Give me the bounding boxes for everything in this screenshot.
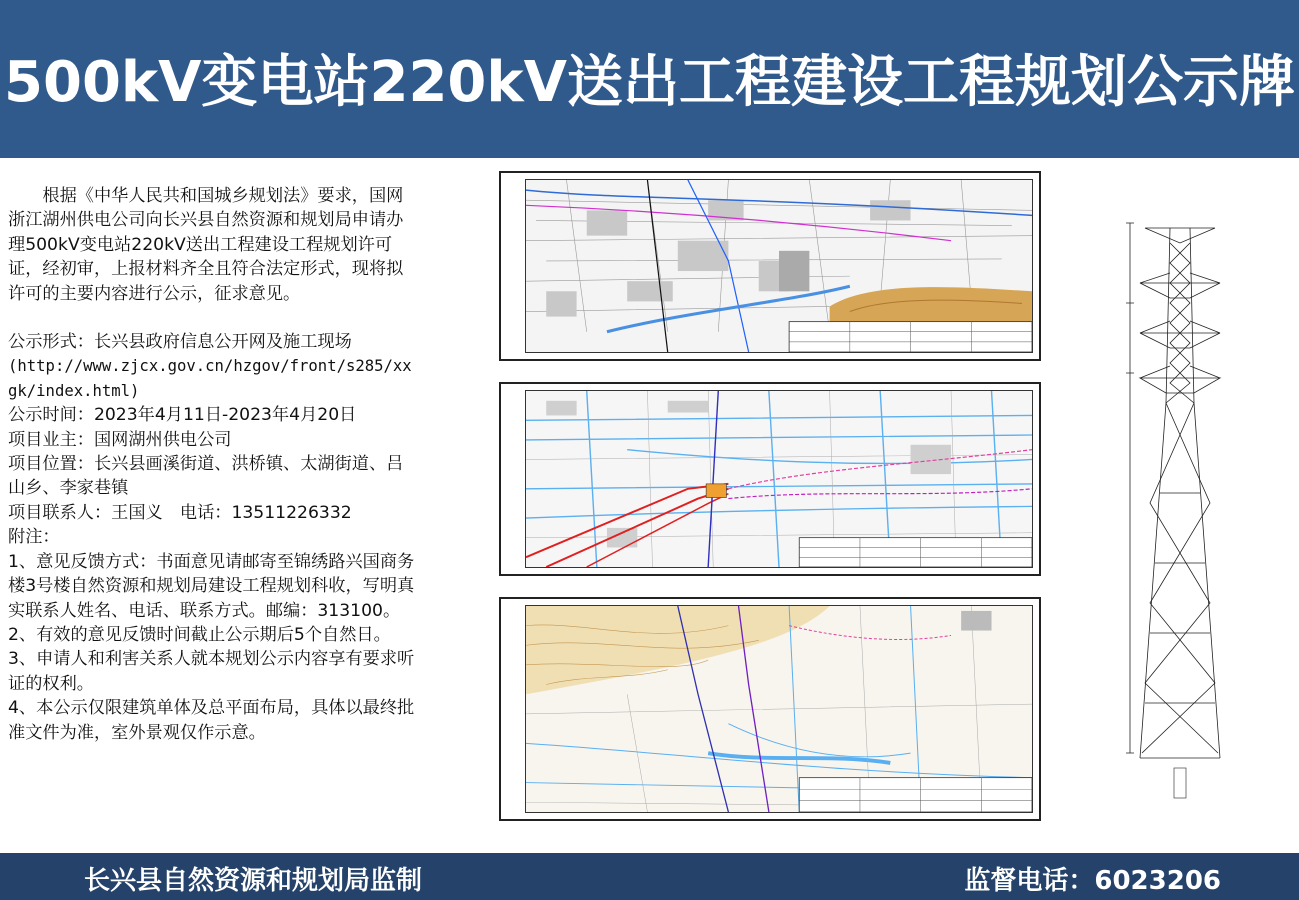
route-map-3 (499, 597, 1041, 821)
header-banner (0, 0, 1299, 158)
footer-authority: 长兴县自然资源和规划局监制 (84, 866, 423, 896)
map-drawing-3 (526, 606, 1032, 812)
note-2: 2、有效的意见反馈时间截止公示期后5个自然日。 (8, 624, 391, 645)
map-image-3 (525, 605, 1033, 813)
notice-period: 公示时间：2023年4月11日-2023年4月20日 (8, 405, 357, 426)
route-map-2 (499, 382, 1041, 576)
tower-diagram (1100, 203, 1260, 803)
page-title: 500kV变电站220kV送出工程建设工程规划公示牌 (4, 50, 1295, 115)
map-drawing-2 (526, 391, 1032, 567)
route-map-1 (499, 171, 1041, 361)
tower-drawing (1100, 203, 1260, 803)
note-4: 4、本公示仅限建筑单体及总平面布局，具体以最终批准文件为准，室外景观仅作示意。 (8, 698, 415, 743)
map-image-2 (525, 390, 1033, 568)
notice-location: 项目位置：长兴县画溪街道、洪桥镇、太湖街道、吕山乡、李家巷镇 (8, 454, 404, 499)
notes-label: 附注： (8, 527, 60, 548)
notice-form: 公示形式：长兴县政府信息公开网及施工现场 (8, 332, 352, 353)
notice-url[interactable]: (http://www.zjcx.gov.cn/hzgov/front/s285/xxgk/index.html) (8, 357, 412, 400)
map-image-1 (525, 179, 1033, 353)
footer-bar (0, 853, 1299, 900)
map-drawing-1 (526, 180, 1032, 352)
note-1: 1、意见反馈方式：书面意见请邮寄至锦绣路兴国商务楼3号楼自然资源和规划局建设工程规划科收，写明真实联系人姓名、电话、联系方式。邮编：313100。 (8, 551, 415, 621)
notice-intro: 根据《中华人民共和国城乡规划法》要求，国网浙江湖州供电公司向长兴县自然资源和规划局申请办理500kV变电站220kV送出工程建设工程规划许可证，经初审，上报材料齐全且符合法定形式，现将拟许可的主要内容进行公示，征求意见。 (8, 186, 404, 304)
notice-contact: 项目联系人：王国义 电话：13511226332 (8, 502, 352, 523)
note-3: 3、申请人和利害关系人就本规划公示内容享有要求听证的权利。 (8, 649, 415, 694)
notice-owner: 项目业主：国网湖州供电公司 (8, 429, 232, 450)
notice-text (8, 184, 418, 745)
footer-hotline: 监督电话：6023206 (964, 866, 1221, 896)
